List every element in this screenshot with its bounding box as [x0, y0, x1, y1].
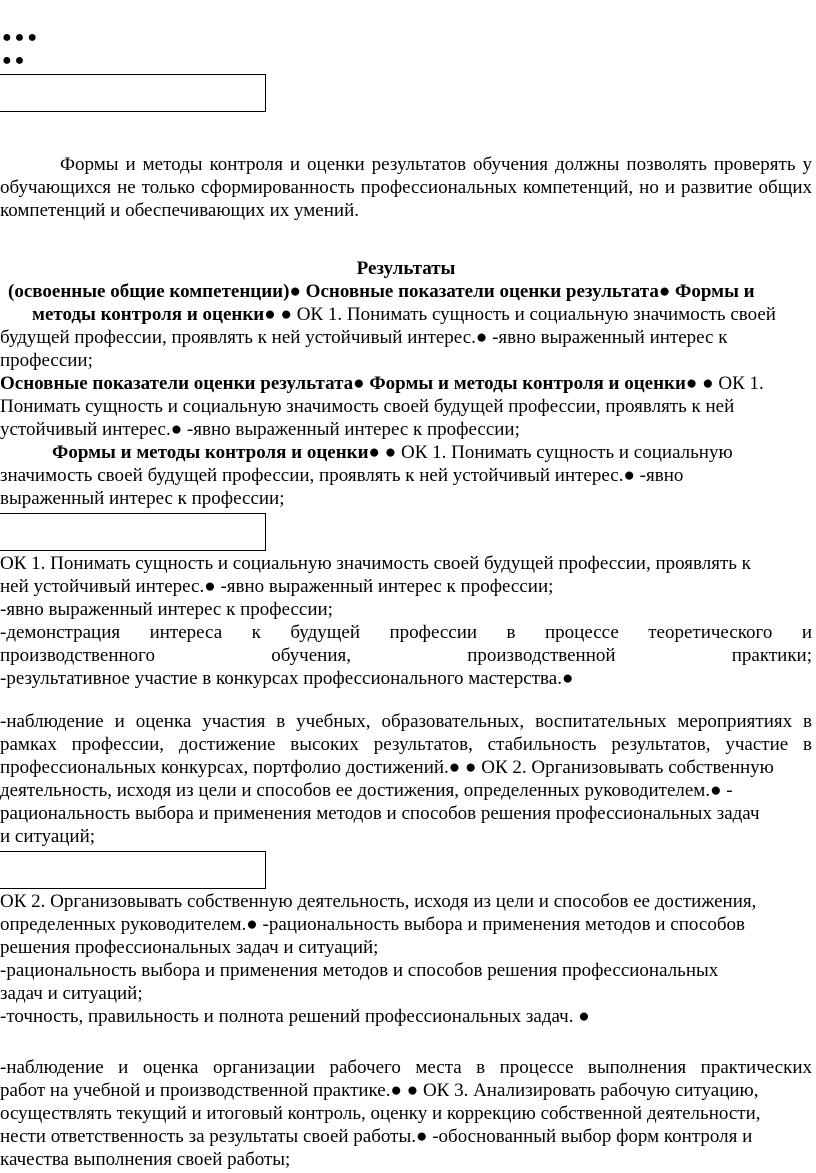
ok2-eval-line-5: качества выполнения своей работы; — [0, 1149, 291, 1170]
ok2-line-4: -рациональность выбора и применения методов и способов решения профессиональных — [0, 960, 719, 981]
ok1-eval-line-4: деятельность, исходя из цели и способов ее достижения, определенных руководителем.● - — [0, 780, 733, 801]
ok1-line-4: -демонстрация интереса к будущей профессии в процессе теоретического и — [0, 622, 812, 643]
header-line-4: профессии; — [0, 350, 93, 371]
header-line-10: выраженный интерес к профессии; — [0, 488, 285, 509]
header-line-9: значимость своей будущей профессии, проявлять к ней устойчивый интерес.● -явно — [0, 465, 684, 486]
bullet-row-second: ●● — [2, 52, 28, 69]
empty-cell-box-2 — [0, 513, 266, 551]
ok1-eval-line-5: рациональность выбора и применения методов и способов решения профессиональных задач — [0, 803, 760, 824]
header-line-6: Понимать сущность и социальную значимость своей будущей профессии, проявлять к ней — [0, 396, 735, 417]
header-line-8 — [0, 441, 812, 464]
ok1-eval-line-6: и ситуаций; — [0, 826, 96, 847]
header-line-3: будущей профессии, проявлять к ней устойчивый интерес.● -явно выраженный интерес к — [0, 327, 728, 348]
header-line-2-bold: методы контроля и оценки● ● — [32, 304, 292, 325]
ok1-evaluation-block — [0, 710, 812, 848]
bullet-row-top: ●●● — [2, 29, 40, 46]
ok1-eval-line-3: профессиональных конкурсах, портфолио достижений.● ● ОК 2. Организовывать собственную — [0, 757, 774, 778]
header-line-5-text: ОК 1. — [713, 373, 764, 394]
ok1-line-2: ней устойчивый интерес.● -явно выраженный интерес к профессии; — [0, 576, 554, 597]
ok1-line-1: ОК 1. Понимать сущность и социальную значимость своей будущей профессии, проявлять к — [0, 553, 751, 574]
header-line-5 — [0, 372, 812, 395]
header-line-8-bold: Формы и методы контроля и оценки● ● — [52, 442, 397, 463]
ok2-evaluation-block — [0, 1056, 812, 1171]
ok2-line-3: решения профессиональных задач и ситуаций; — [0, 937, 379, 958]
ok1-eval-line-2: рамках профессии, достижение высоких результатов, стабильность результатов, участие в — [0, 734, 812, 755]
ok1-line-3: -явно выраженный интерес к профессии; — [0, 599, 333, 620]
ok2-eval-line-4: нести ответственность за результаты своей работы.● -обоснованный выбор форм контроля и — [0, 1126, 753, 1147]
ok2-eval-line-2: работ на учебной и производственной практике.● ● ОК 3. Анализировать рабочую ситуацию, — [0, 1080, 759, 1101]
header-line-1: (освоенные общие компетенции)● Основные показатели оценки результата● Формы и — [8, 281, 755, 302]
ok2-line-1: ОК 2. Организовывать собственную деятельность, исходя из цели и способов ее достижения, — [0, 891, 757, 912]
ok2-eval-line-1: -наблюдение и оценка организации рабочего места в процессе выполнения практических — [0, 1057, 812, 1078]
ok1-line-5: производственного обучения, производственной практики; — [0, 645, 812, 666]
ok2-line-5: задач и ситуаций; — [0, 983, 143, 1004]
header-line-7: устойчивый интерес.● -явно выраженный интерес к профессии; — [0, 419, 520, 440]
ok1-eval-line-1: -наблюдение и оценка участия в учебных, образовательных, воспитательных мероприятиях в — [0, 711, 812, 732]
ok2-block — [0, 890, 812, 1028]
header-line-8-text: ОК 1. Понимать сущность и социальную — [396, 442, 733, 463]
empty-cell-box-1 — [0, 74, 266, 112]
table-header-block — [0, 257, 812, 510]
ok2-line-6: -точность, правильность и полнота решений профессиональных задач. ● — [0, 1006, 590, 1027]
ok1-line-6: -результативное участие в конкурсах профессионального мастерства.● — [0, 668, 574, 689]
ok1-block — [0, 552, 812, 690]
empty-cell-box-3 — [0, 851, 266, 889]
header-line-2-text: ОК 1. Понимать сущность и социальную значимость своей — [291, 304, 776, 325]
ok2-eval-line-3: осуществлять текущий и итоговый контроль, оценку и коррекцию собственной деятельности, — [0, 1103, 761, 1124]
intro-paragraph: Формы и методы контроля и оценки результатов обучения должны позволять проверять у обучающихся не только сформированность профессиональных компетенций, но и развитие общих компетенций и обеспечивающих их умений. — [0, 154, 812, 221]
header-line-5-bold: Основные показатели оценки результата● Формы и методы контроля и оценки● ● — [0, 373, 714, 394]
ok2-line-2: определенных руководителем.● -рациональность выбора и применения методов и способов — [0, 914, 745, 935]
results-heading: Результаты — [356, 258, 456, 279]
header-line-2 — [0, 303, 812, 326]
